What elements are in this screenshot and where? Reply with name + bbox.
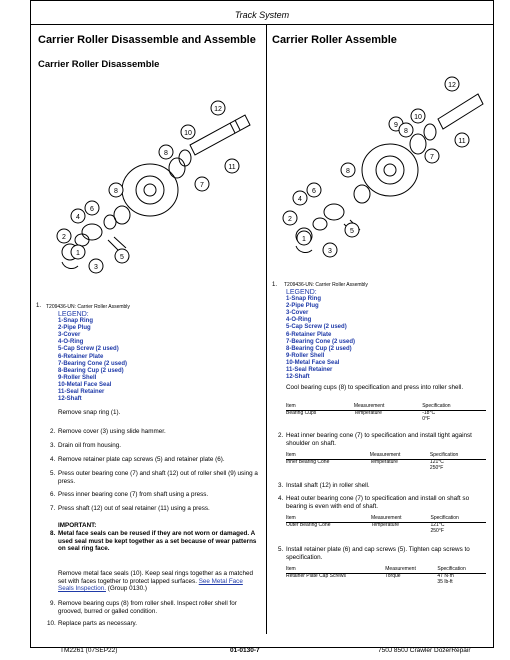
col-measurement: Measurement: [370, 453, 430, 459]
legend-heading: LEGEND:: [286, 289, 317, 296]
step-1-left: Remove snap ring (1).: [58, 409, 121, 416]
page-title: Carrier Roller Disassemble and Assemble: [38, 34, 256, 46]
svg-text:5: 5: [350, 228, 354, 235]
svg-text:2: 2: [288, 216, 292, 223]
spec-table-outer-cone: [286, 516, 486, 534]
legend-item: 5-Cap Screw (2 used): [58, 346, 119, 353]
svg-text:8: 8: [114, 188, 118, 195]
legend-item: 11-Seal Retainer: [58, 389, 105, 396]
col-item: Item: [286, 404, 354, 410]
svg-text:1: 1: [76, 250, 80, 257]
legend-item: 4-O-Ring: [58, 339, 84, 346]
callout-2: [57, 229, 71, 243]
cell-item: Bearing Cups: [286, 409, 317, 416]
figure-caption-left: T209436-UN: Carrier Roller Assembly: [46, 304, 130, 310]
callout-8: [159, 145, 173, 159]
cell-specification: -18°C 0°F: [422, 409, 436, 422]
cell-measurement: Torque: [385, 572, 401, 579]
legend-item: 6-Retainer Plate: [58, 353, 104, 360]
col-specification: Specification: [430, 453, 486, 459]
spec-table-cap-screws: [286, 567, 486, 585]
callout-2: [283, 211, 297, 225]
metal-face-seals-inspection-link[interactable]: See Metal Face Seals Inspection.: [58, 577, 243, 593]
col-specification: Specification: [437, 567, 486, 573]
step-8-detail: Remove metal face seals (10). Keep seal rings together as a matched set with faces together to protect lapped surfaces. See Metal Face Seals Inspection. (Group 0130.): [58, 570, 253, 593]
callout-1: [297, 231, 311, 245]
footer-page-number: 01-0130-7: [230, 647, 260, 654]
step-10-left: 10. Replace parts as necessary.: [47, 620, 137, 627]
legend-item: 1-Snap Ring: [286, 296, 322, 303]
section-header: Track System: [234, 10, 290, 20]
legend-item: 12-Shaft: [58, 396, 82, 403]
legend-heading: LEGEND:: [58, 311, 89, 318]
step-5-left: 5. Press outer bearing cone (7) and shaft (12) out of roller shell (9) using a press.: [50, 470, 258, 485]
legend-item: 2-Pipe Plug: [58, 325, 91, 332]
svg-text:11: 11: [228, 164, 236, 171]
important-label: IMPORTANT:: [58, 522, 97, 529]
cell-item: Outer Bearing Cone: [286, 521, 331, 528]
callout-12: [445, 77, 459, 91]
callout-8: [399, 123, 413, 137]
legend-item: 3-Cover: [58, 332, 81, 339]
callout-11: [225, 159, 239, 173]
callout-7: [195, 177, 209, 191]
svg-text:12: 12: [448, 82, 456, 89]
cell-measurement: Temperature: [369, 458, 398, 465]
col-measurement: Measurement: [385, 567, 437, 573]
callout-7: [425, 149, 439, 163]
legend-item: 1-Snap Ring: [58, 318, 94, 325]
svg-text:10: 10: [184, 130, 192, 137]
legend-item: 7-Bearing Cone (2 used): [286, 338, 356, 345]
figure-marker-left: 1.: [36, 303, 42, 309]
legend-right: [286, 289, 355, 381]
step-1-right: Cool bearing cups (8) to specification and press into roller shell.: [286, 384, 464, 391]
spec-table-inner-cone: [286, 453, 486, 471]
spec-table-bearing-cups: [286, 404, 486, 422]
cell-specification: 121°C 250°F: [430, 521, 445, 534]
cell-item: Inner Bearing Cone: [286, 458, 330, 465]
legend-item: 9-Roller Shell: [286, 352, 325, 359]
svg-text:6: 6: [312, 188, 316, 195]
callout-8b: [109, 183, 123, 197]
col-specification: Specification: [422, 404, 486, 410]
svg-text:12: 12: [214, 106, 222, 113]
callout-4: [293, 191, 307, 205]
legend-item: 6-Retainer Plate: [286, 331, 332, 338]
step-4-right: 4. Heat outer bearing cone (7) to specification and install on shaft so bearing is even with end of shaft.: [278, 495, 470, 510]
legend-item: 8-Bearing Cup (2 used): [58, 367, 124, 374]
col-item: Item: [286, 516, 371, 522]
svg-text:11: 11: [458, 138, 466, 145]
svg-text:7: 7: [430, 154, 434, 161]
step-9-left: 9. Remove bearing cups (8) from roller shell. Inspect roller shell for grooved, burred or galled condition.: [50, 600, 237, 615]
cell-specification: 47 N·m 35 lb-ft: [437, 572, 454, 585]
svg-text:4: 4: [76, 214, 80, 221]
callout-10: [181, 125, 195, 139]
callout-11: [455, 133, 469, 147]
callout-3: [323, 243, 337, 257]
callout-10: [411, 109, 425, 123]
col-specification: Specification: [430, 516, 486, 522]
svg-text:9: 9: [394, 122, 398, 129]
legend-item: 11-Seal Retainer: [286, 367, 333, 374]
svg-text:4: 4: [298, 196, 302, 203]
callout-5: [345, 223, 359, 237]
step-3-right: 3. Install shaft (12) in roller shell.: [278, 482, 370, 489]
legend-item: 7-Bearing Cone (2 used): [58, 360, 128, 367]
carrier-roller-figure-left: [40, 90, 260, 290]
legend-item: 12-Shaft: [286, 374, 310, 381]
callout-12: [211, 101, 225, 115]
cell-measurement: Temperature: [370, 521, 400, 528]
svg-text:6: 6: [90, 206, 94, 213]
footer-machine: 750J 850J Crawler DozerRepair: [378, 647, 471, 654]
col-item: Item: [286, 453, 370, 459]
figure-marker-right: 1.: [272, 282, 278, 288]
callout-1: [71, 245, 85, 259]
callout-8b: [341, 163, 355, 177]
col-measurement: Measurement: [354, 404, 422, 410]
footer-manual-id: TM2261 (07SEP22): [60, 647, 118, 654]
column-divider: [266, 24, 267, 634]
col-item: Item: [286, 567, 385, 573]
step-5-right: 5. Install retainer plate (6) and cap screws (5). Tighten cap screws to specification.: [278, 546, 470, 561]
legend-left: [58, 311, 127, 403]
carrier-roller-figure-right: [270, 74, 492, 270]
callout-4: [71, 209, 85, 223]
legend-item: 5-Cap Screw (2 used): [286, 324, 347, 331]
legend-item: 9-Roller Shell: [58, 374, 97, 381]
svg-text:10: 10: [414, 114, 422, 121]
cell-specification: 121°C 250°F: [429, 458, 444, 471]
figure-caption-right: T209436-UN: Carrier Roller Assembly: [284, 282, 368, 288]
step-2-right: 2. Heat inner bearing cone (7) to specification and install tight against shoulder on shaft.: [278, 432, 472, 447]
header-rule: [30, 24, 494, 25]
cell-item: Retainer Plate Cap Screws: [286, 572, 347, 579]
svg-text:2: 2: [62, 234, 66, 241]
callout-6: [307, 183, 321, 197]
legend-item: 4-O-Ring: [286, 317, 312, 324]
svg-text:5: 5: [120, 254, 124, 261]
col-measurement: Measurement: [371, 516, 431, 522]
callout-5: [115, 249, 129, 263]
right-column-title: Carrier Roller Assemble: [272, 34, 397, 46]
step-6-left: 6. Press inner bearing cone (7) from shaft using a press.: [50, 491, 209, 498]
svg-text:8: 8: [164, 150, 168, 157]
callout-6: [85, 201, 99, 215]
svg-text:3: 3: [328, 248, 332, 255]
legend-item: 10-Metal Face Seal: [286, 359, 340, 366]
step-2-left: 2. Remove cover (3) using slide hammer.: [50, 428, 166, 435]
svg-text:8: 8: [346, 168, 350, 175]
legend-item: 3-Cover: [286, 310, 309, 317]
legend-item: 2-Pipe Plug: [286, 303, 319, 310]
svg-text:8: 8: [404, 128, 408, 135]
legend-item: 10-Metal Face Seal: [58, 381, 112, 388]
svg-text:7: 7: [200, 182, 204, 189]
legend-item: 8-Bearing Cup (2 used): [286, 345, 352, 352]
left-column-subtitle: Carrier Roller Disassemble: [38, 59, 160, 70]
step-4-left: 4. Remove retainer plate cap screws (5) and retainer plate (6).: [50, 456, 225, 463]
callout-3: [89, 259, 103, 273]
cell-measurement: Temperature: [353, 409, 382, 416]
svg-text:3: 3: [94, 264, 98, 271]
step-3-left: 3. Drain oil from housing.: [50, 442, 121, 449]
svg-text:1: 1: [302, 236, 306, 243]
step-8-left: 8. Metal face seals can be reused if they are not worn or damaged. A used seal must be kept together as a set because of wear patterns on seal ring face.: [50, 530, 257, 553]
step-7-left: 7. Press shaft (12) out of seal retainer (11) using a press.: [50, 505, 210, 512]
